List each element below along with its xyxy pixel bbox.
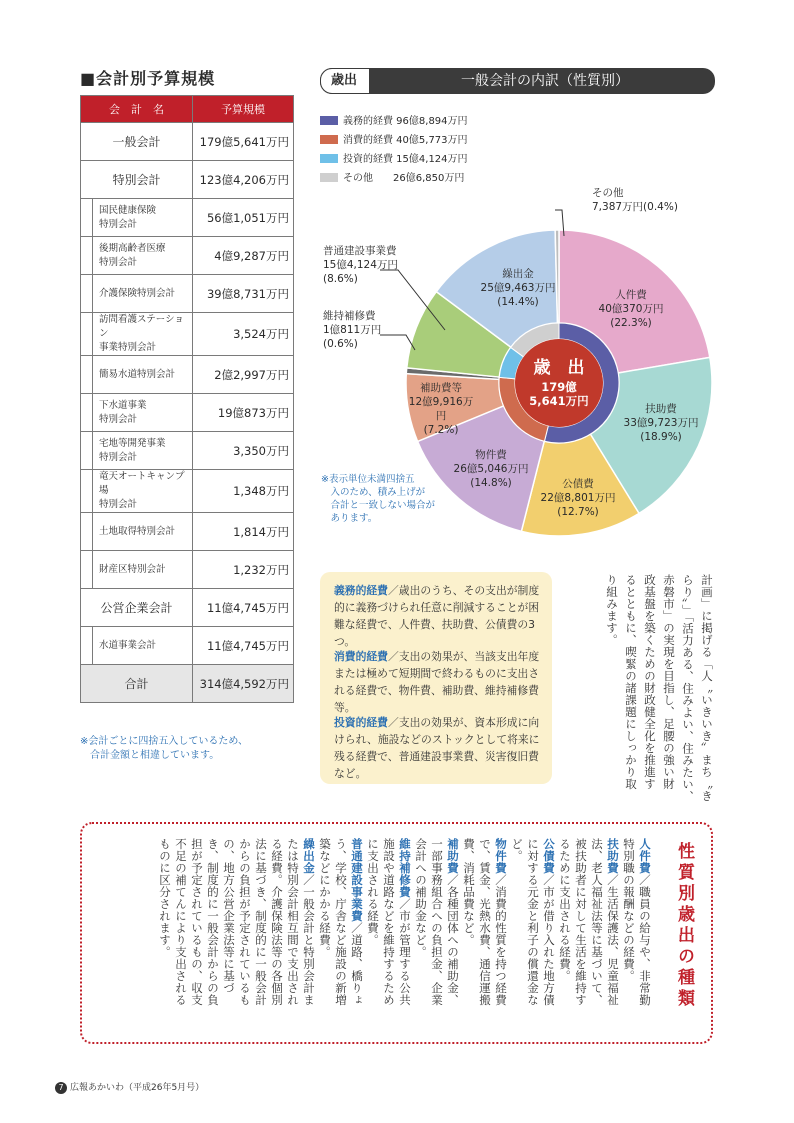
pie-label-2: 公債費 22億8,801万円 (12.7%) [540,478,616,518]
table-row [81,432,294,470]
pie-center-label-2: 5,641万円 [529,394,589,408]
account-amount: 39億8,731万円 [193,275,294,313]
sub-account-name: 財産区特別会計 [93,551,193,589]
account-amount: 179億5,641万円 [193,123,294,161]
kind-term: 公債費 [542,838,556,874]
indent-cell [81,551,93,589]
kind-entry-6 [317,838,365,1016]
callout-leader-lines [320,190,580,360]
table-row [81,589,294,627]
kind-text: ／道路、橋りょう、学校、庁舎など施設の新増築などにかかる経費。 [318,838,364,1006]
definition-text: ／歳出のうち、その支出が制度的に義務づけられ任意に削減することが困難な経費で、人件費、扶助費、公債費の3つ。 [334,584,540,648]
legend-label: その他 26億6,850万円 [343,173,465,184]
sub-account-name: 簡易水道特別会計 [93,356,193,394]
definition-term: 投資的経費 [334,716,388,729]
account-name: 一般会計 [81,123,193,161]
pie-label-7: 繰出金 25億9,463万円 (14.4%) [480,268,556,308]
table-row [81,627,294,665]
table-row [81,394,294,432]
closing-line: 計画」に掲げる「人〝いきいき〟まち〝き [700,574,714,802]
table-row [81,275,294,313]
kind-term: 繰出金 [302,838,316,874]
pie-label-6: 普通建設事業費 15億4,124万円 (8.6%) [323,245,398,285]
pie-label-1: 扶助費 33億9,723万円 (18.9%) [623,403,699,443]
footer-text: 広報あかいわ（平成26年5月号） [70,1083,205,1093]
account-amount: 3,524万円 [193,313,294,356]
indent-cell [81,356,93,394]
legend-label: 消費的経費 40億5,773万円 [343,135,468,146]
legend-label: 義務的経費 96億8,894万円 [343,116,468,127]
indent-cell [81,627,93,665]
account-amount: 314億4,592万円 [193,665,294,703]
page-number: 7 [55,1082,67,1094]
table-row [81,551,294,589]
closing-line: 赤磐市」の実現を目指し、足腰の強い財 [662,574,676,790]
pie-note: ※表示単位未満四捨五 入のため、積み上げが 合計と一致しない場合が あります。 [321,474,436,524]
pie-label-5: 維持補修費 1億811万円 (0.6%) [323,310,382,350]
table-row [81,513,294,551]
pie-center-label-1: 179億 [541,380,577,394]
account-amount: 56億1,051万円 [193,199,294,237]
account-amount: 11億4,745万円 [193,627,294,665]
indent-cell [81,199,93,237]
kind-term: 物件費 [494,838,508,874]
chart-header-label: 歳出 [320,68,370,94]
kind-text: ／各種団体への補助金、一部事務組合への負担金、企業会計への補助金など。 [414,838,460,1006]
kind-entry-1 [557,838,621,1016]
table-row [81,199,294,237]
kinds-title: 性質別歳出の種類 [674,842,694,1010]
kind-text: ／市が管理する公共施設や道路などを維持するために支出される経費。 [366,838,412,1006]
table-header-name: 会 計 名 [81,96,193,123]
kind-text: ／職員の給与や、非常勤特別職の報酬などの経費。 [622,838,652,1006]
account-amount: 1,348万円 [193,470,294,513]
account-name: 特別会計 [81,161,193,199]
indent-cell [81,432,93,470]
pie-label-8: その他 7,387万円(0.4%) [592,187,678,213]
legend-item [320,172,464,186]
kind-term: 普通建設事業費 [350,838,364,922]
definition-2 [334,714,546,782]
sub-account-name: 後期高齢者医療 特別会計 [93,237,193,275]
table-row [81,665,294,703]
kind-entry-0 [621,838,653,1016]
kind-entry-4 [413,838,461,1016]
pie-label-4: 補助費等 12億9,916万円 (7.2%) [408,382,474,436]
table-row [81,237,294,275]
kind-term: 人件費 [638,838,652,874]
definition-term: 義務的経費 [334,584,388,597]
kinds-columns [98,838,653,1016]
sub-account-name: 国民健康保険 特別会計 [93,199,193,237]
legend-item [320,153,468,167]
legend-item [320,115,468,129]
sub-account-name: 介護保険特別会計 [93,275,193,313]
definition-text: ／支出の効果が、当該支出年度または極めて短期間で終わるものに支出される経費で、物件費、補助費、維持補修費等。 [334,650,540,714]
sub-account-name: 訪問看護ステーション 事業特別会計 [93,313,193,356]
kind-text: ／生活保護法、児童福祉法、老人福祉法等に基づいて、被扶助者に対して生活を維持するために支出される経費。 [558,838,620,1006]
account-amount: 123億4,206万円 [193,161,294,199]
sub-account-name: 土地取得特別会計 [93,513,193,551]
kind-text: ／市が借り入れた地方債に対する元金と利子の償還金など。 [510,838,556,1006]
pie-label-3: 物件費 26億5,046万円 (14.8%) [453,449,529,489]
sub-account-name: 竜天オートキャンプ場 特別会計 [93,470,193,513]
indent-cell [81,470,93,513]
chart-header-title: 一般会計の内訳（性質別） [461,73,629,89]
legend-swatch [320,116,338,125]
page-footer [55,1080,204,1094]
kind-entry-5 [365,838,413,1016]
legend-label: 投資的経費 15億4,124万円 [343,154,468,165]
pie-label-0: 人件費 40億370万円 (22.3%) [598,289,664,329]
table-row [81,123,294,161]
table-note: ※会計ごとに四捨五入しているため、 合計金額と相違しています。 [80,736,248,761]
definition-1 [334,648,546,716]
sub-account-name: 水道事業会計 [93,627,193,665]
definition-term: 消費的経費 [334,650,388,663]
kind-entry-2 [509,838,557,1016]
account-amount: 2億2,997万円 [193,356,294,394]
account-amount: 3,350万円 [193,432,294,470]
pie-center-label-0: 歳 出 [533,358,585,378]
sub-account-name: 下水道事業 特別会計 [93,394,193,432]
kind-text: ／一般会計と特別会計または特別会計相互間で支出される経費。介護保険法等の各個別法に基づき、制度的に一般会計からの負担が予定されているもの、地方公営企業法等に基づき、制度的に一般会計からの負担が予定されているもの、収支不足の補てんにより支出されるものに区分されます。 [158,838,316,1006]
table-row [81,161,294,199]
kind-entry-7 [157,838,317,1016]
account-amount: 19億873万円 [193,394,294,432]
legend-swatch [320,173,338,182]
account-amount: 4億9,287万円 [193,237,294,275]
indent-cell [81,275,93,313]
indent-cell [81,313,93,356]
kind-text: ／消費的性質を持つ経費で、賃金、光熱水費、通信運搬費、消耗品費など。 [462,838,508,1006]
account-name: 合計 [81,665,193,703]
account-amount: 11億4,745万円 [193,589,294,627]
legend-swatch [320,154,338,163]
definition-0 [334,582,546,650]
table-row [81,313,294,356]
account-amount: 1,814万円 [193,513,294,551]
kind-term: 補助費 [446,838,460,874]
legend-swatch [320,135,338,144]
indent-cell [81,237,93,275]
indent-cell [81,394,93,432]
table-row [81,356,294,394]
indent-cell [81,513,93,551]
legend-item [320,134,468,148]
definition-text: ／支出の効果が、資本形成に向けられ、施設などのストックとして将来に残る経費で、普通建設事業費、災害復旧費など。 [334,716,540,780]
section-title: ■会計別予算規模 [80,69,216,88]
closing-line: 政基盤を築くための財政健全化を推進す [643,574,657,790]
closing-line: り組みます。 [605,574,619,646]
account-name: 公営企業会計 [81,589,193,627]
kind-term: 扶助費 [606,838,620,874]
kind-term: 維持補修費 [398,838,412,898]
budget-table [80,95,294,703]
closing-line: らり〟」「活力ある、住みよい、住みたい、 [681,574,695,803]
account-amount: 1,232万円 [193,551,294,589]
closing-line: るとともに、喫緊の諸課題にしっかり取 [624,574,638,790]
table-row [81,470,294,513]
table-header-amount: 予算規模 [193,96,294,123]
kind-entry-3 [461,838,509,1016]
sub-account-name: 宅地等開発事業 特別会計 [93,432,193,470]
